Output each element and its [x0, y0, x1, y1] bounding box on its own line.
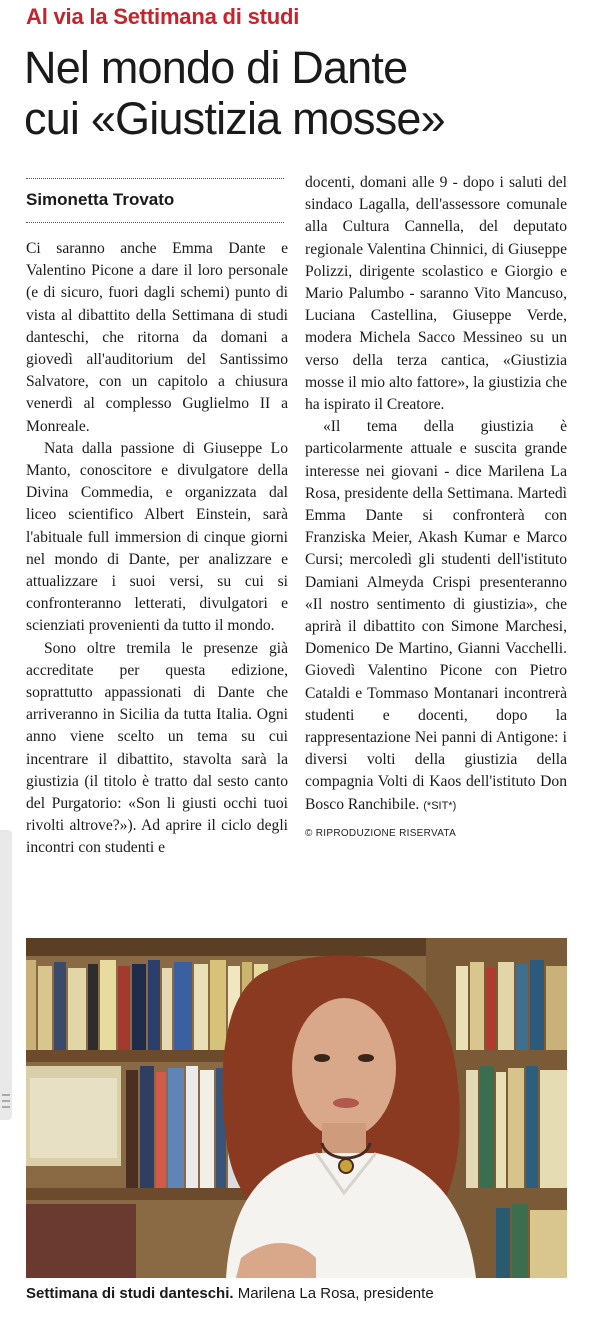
headline-line-2: cui «Giustizia mosse» — [24, 93, 445, 144]
paragraph: Ci saranno anche Emma Dante e Valentino Picone a dare il loro personale (e di sicuro, fuori dagli schemi) punto di vista al dibattito della Settimana di studi danteschi, che ritorna da domani a giovedì all'auditorium del Santissimo Salvatore, con un capitolo a chiusura venerdì al complesso Guglielmo II a Monreale. — [26, 240, 288, 435]
copyright-notice: © RIPRODUZIONE RISERVATA — [305, 827, 457, 839]
byline-divider-top — [26, 178, 284, 179]
side-panel-tab[interactable] — [0, 830, 12, 1120]
headline-line-1: Nel mondo di Dante — [24, 42, 408, 93]
paragraph: Sono oltre tremila le presenze già accreditate per questa edizione, soprattutto appassionati di Dante che arriveranno in Sicilia da tutta Italia. Ogni anno viene scelto un tema su cui incentrare il dibattito, stavolta sarà la giustizia (il titolo è tratto dal sesto canto del Purgatorio: «Son li giusti occhi tuoi rivolti altrove?»). Ad aprire il ciclo degli incontri con studenti e — [26, 639, 288, 857]
paragraph: Nata dalla passione di Giuseppe Lo Manto, conoscitore e divulgatore della Divina Commedia, e organizzata dal liceo scientifico Albert Einstein, sarà l'abituale full immersion di cinque giorni nel mondo di Dante, per analizzare e attualizzare i suoi versi, su cui si confronteranno letterati, divulgatori e scienziati provenienti da tutto il mondo. — [26, 439, 288, 635]
article-photo — [26, 938, 567, 1278]
caption-title: Settimana di studi danteschi. — [26, 1285, 234, 1302]
article-column-right — [305, 172, 567, 845]
byline-divider-bottom — [26, 222, 284, 223]
article-column-left — [26, 238, 288, 860]
author-signature: (*SIT*) — [423, 799, 457, 812]
photo-caption — [26, 1285, 434, 1302]
article-kicker: Al via la Settimana di studi — [26, 4, 300, 29]
article-author: Simonetta Trovato — [26, 190, 175, 209]
caption-text: Marilena La Rosa, presidente — [233, 1285, 434, 1302]
paragraph: docenti, domani alle 9 - dopo i saluti del sindaco Lagalla, dell'assessore comunale alla Cultura Cannella, del deputato regionale Valentina Chinnici, di Giuseppe Polizzi, dirigente scolastico e Giorgio e Mario Palumbo - saranno Vito Mancuso, Luciana Castellina, Giuseppe Verde, modera Michela Sacco Messineo su un verso della terza cantica, «Giustizia mosse il mio alto fattore», la giustizia che ha ispirato il Creatore. — [305, 174, 567, 414]
paragraph-with-signature — [305, 416, 567, 817]
drag-handle-icon[interactable] — [2, 1090, 10, 1116]
article-headline — [24, 42, 584, 144]
paragraph-text: «Il tema della giustizia è particolarmente attuale e suscita grande interesse nei giovani - dice Marilena La Rosa, presidente della Settimana. Martedì Emma Dante si confronterà con Franziska Meier, Akash Kumar e Marco Cursi; mercoledì gli studenti dell'istituto Damiani Almeyda Crispi presenteranno «Il nostro sentimento di giustizia», che aprirà il dibattito con Simone Marchesi, Domenico De Martino, Gianni Vacchelli. Giovedì Valentino Picone con Pietro Cataldi e Tommaso Montanari incontrerà studenti e docenti, dopo la rappresentazione Nei panni di Antigone: i diversi volti della giustizia della compagnia Volti di Kaos dell'istituto Don Bosco Ranchibile. — [305, 418, 567, 813]
